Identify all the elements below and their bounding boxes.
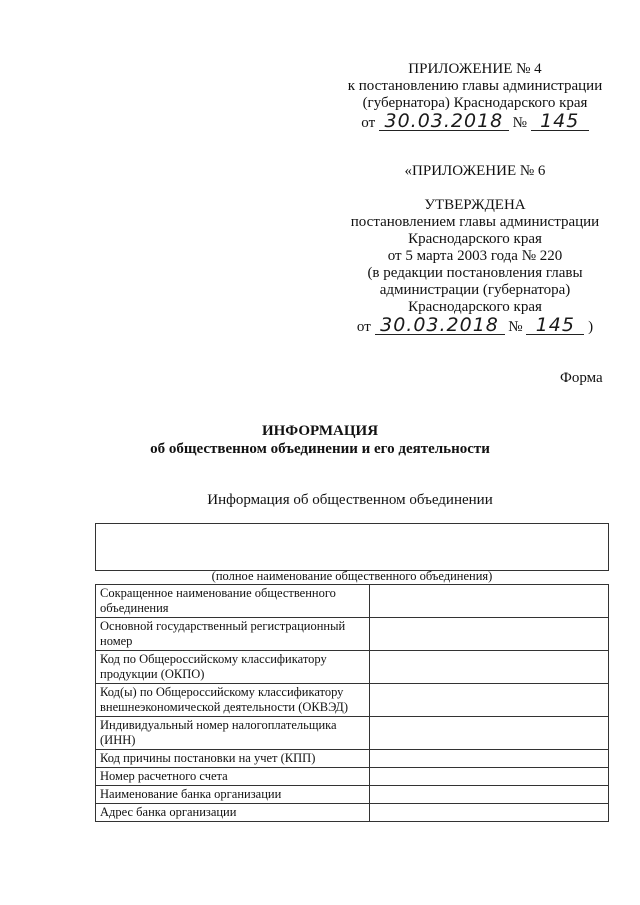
value-cell[interactable] <box>370 618 609 651</box>
value-cell[interactable] <box>370 804 609 822</box>
document-subtitle: об общественном объединении и его деятельности <box>150 441 490 457</box>
appendix-6-line: администрации (губернатора) <box>379 282 571 298</box>
section-title: Информация об общественном объединении <box>207 492 493 508</box>
value-cell[interactable] <box>370 717 609 750</box>
table-row <box>96 651 609 684</box>
value-cell[interactable] <box>370 585 609 618</box>
appendix-4-title: ПРИЛОЖЕНИЕ № 4 <box>408 61 542 77</box>
appendix-4-date-line <box>340 110 610 132</box>
organization-info-table <box>95 584 609 822</box>
table-row <box>96 786 609 804</box>
row-label: Сокращенное наименование общественного объединения <box>96 585 370 618</box>
row-label: Номер расчетного счета <box>96 768 370 786</box>
full-name-caption: (полное наименование общественного объединения) <box>211 569 493 583</box>
appendix-6-line: от 5 марта 2003 года № 220 <box>387 248 563 264</box>
value-cell[interactable] <box>370 768 609 786</box>
appendix-6-line: Краснодарского края <box>408 299 542 315</box>
table-row <box>96 618 609 651</box>
appendix-6-block <box>340 163 610 336</box>
full-name-field[interactable] <box>95 523 609 571</box>
appendix-6-date-line <box>340 314 610 336</box>
row-label: Код(ы) по Общероссийскому классификатору внешнеэкономической деятельности (ОКВЭД) <box>96 684 370 717</box>
appendix-6-line: Краснодарского края <box>408 231 542 247</box>
appendix-6-title: «ПРИЛОЖЕНИЕ № 6 <box>404 163 546 179</box>
appendix-4-line1: к постановлению главы администрации <box>347 78 603 94</box>
appendix-6-line: постановлением главы администрации <box>350 214 600 230</box>
table-row <box>96 750 609 768</box>
handwritten-number: 145 <box>531 113 589 131</box>
approved-label: УТВЕРЖДЕНА <box>424 197 526 213</box>
handwritten-date: 30.03.2018 <box>379 113 509 131</box>
appendix-4-block <box>340 61 610 132</box>
value-cell[interactable] <box>370 750 609 768</box>
closing-paren: ) <box>588 319 594 335</box>
row-label: Адрес банка организации <box>96 804 370 822</box>
row-label: Код по Общероссийскому классификатору продукции (ОКПО) <box>96 651 370 684</box>
row-label: Индивидуальный номер налогоплательщика (ИНН) <box>96 717 370 750</box>
row-label: Основной государственный регистрационный номер <box>96 618 370 651</box>
row-label: Код причины постановки на учет (КПП) <box>96 750 370 768</box>
table-row <box>96 684 609 717</box>
appendix-4-line2: (губернатора) Краснодарского края <box>362 95 588 111</box>
ot-label: от <box>356 319 371 335</box>
row-label: Наименование банка организации <box>96 786 370 804</box>
document-title: ИНФОРМАЦИЯ <box>261 423 379 439</box>
number-label: № <box>508 319 523 335</box>
handwritten-number: 145 <box>526 317 584 335</box>
ot-label: от <box>361 115 376 131</box>
table-row <box>96 717 609 750</box>
form-label: Форма <box>560 370 603 386</box>
table-row <box>96 768 609 786</box>
table-row <box>96 804 609 822</box>
value-cell[interactable] <box>370 684 609 717</box>
appendix-6-line: (в редакции постановления главы <box>367 265 583 281</box>
value-cell[interactable] <box>370 651 609 684</box>
value-cell[interactable] <box>370 786 609 804</box>
handwritten-date: 30.03.2018 <box>375 317 505 335</box>
table-row <box>96 585 609 618</box>
number-label: № <box>512 115 527 131</box>
